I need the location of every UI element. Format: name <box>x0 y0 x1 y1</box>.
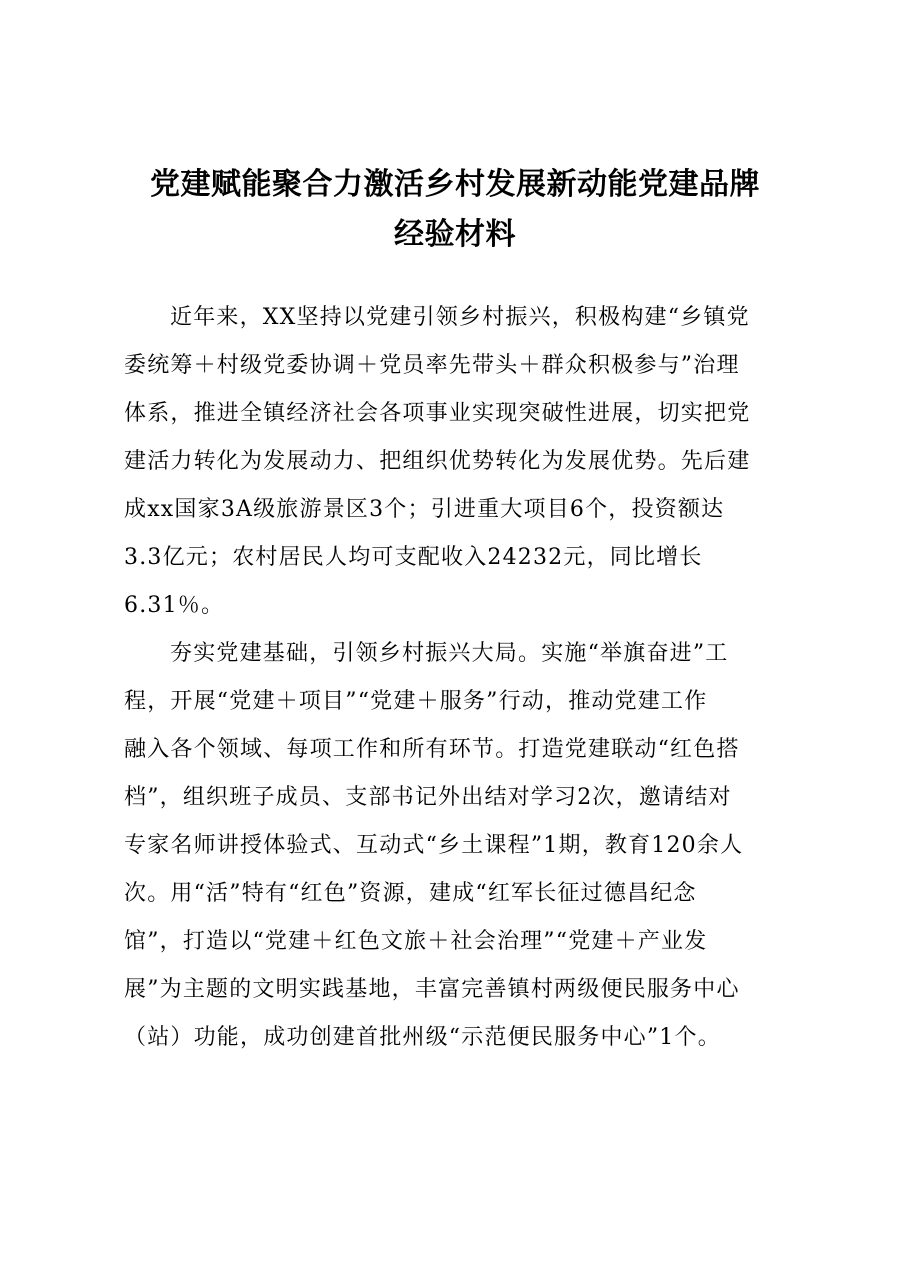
paragraph-line: 6.31％。 <box>124 593 225 618</box>
paragraph-1 <box>124 294 796 630</box>
paragraph-line: 委统筹＋村级党委协调＋党员率先带头＋群众积极参与”治理 <box>124 353 740 378</box>
paragraph-line: 体系，推进全镇经济社会各项事业实现突破性进展，切实把党 <box>124 401 751 426</box>
document-body <box>124 294 796 1062</box>
paragraph-line: 成xx国家3A级旅游景区3个；引进重大项目6个，投资额达 <box>124 497 725 522</box>
title-line-2: 经验材料 <box>394 217 516 252</box>
paragraph-line: 展”为主题的文明实践基地，丰富完善镇村两级便民服务中心 <box>124 977 740 1002</box>
paragraph-line: 馆”，打造以“党建＋红色文旅＋社会治理”“党建＋产业发 <box>124 929 708 954</box>
paragraph-line: 档”，组织班子成员、支部书记外出结对学习2次，邀请结对 <box>124 785 732 810</box>
paragraph-line: 夯实党建基础，引领乡村振兴大局。实施“举旗奋进”工 <box>170 641 729 666</box>
paragraph-line: 3.3亿元；农村居民人均可支配收入24232元，同比增长 <box>124 545 703 570</box>
paragraph-line: 融入各个领域、每项工作和所有环节。打造党建联动“红色搭 <box>124 737 740 762</box>
paragraph-line: （站）功能，成功创建首批州级“示范便民服务中心”1个。 <box>124 1025 721 1050</box>
paragraph-2 <box>124 630 796 1062</box>
paragraph-line: 次。用“活”特有“红色”资源，建成“红军长征过德昌纪念 <box>124 881 697 906</box>
paragraph-line: 专家名师讲授体验式、互动式“乡土课程”1期，教育120余人 <box>124 833 744 858</box>
paragraph-line: 近年来，XX坚持以党建引领乡村振兴，积极构建“乡镇党 <box>170 305 750 330</box>
document-title <box>110 160 800 260</box>
paragraph-line: 程，开展“党建＋项目”“党建＋服务”行动，推动党建工作 <box>124 689 708 714</box>
paragraph-line: 建活力转化为发展动力、把组织优势转化为发展优势。先后建 <box>124 449 751 474</box>
title-line-1: 党建赋能聚合力激活乡村发展新动能党建品牌 <box>150 167 760 202</box>
